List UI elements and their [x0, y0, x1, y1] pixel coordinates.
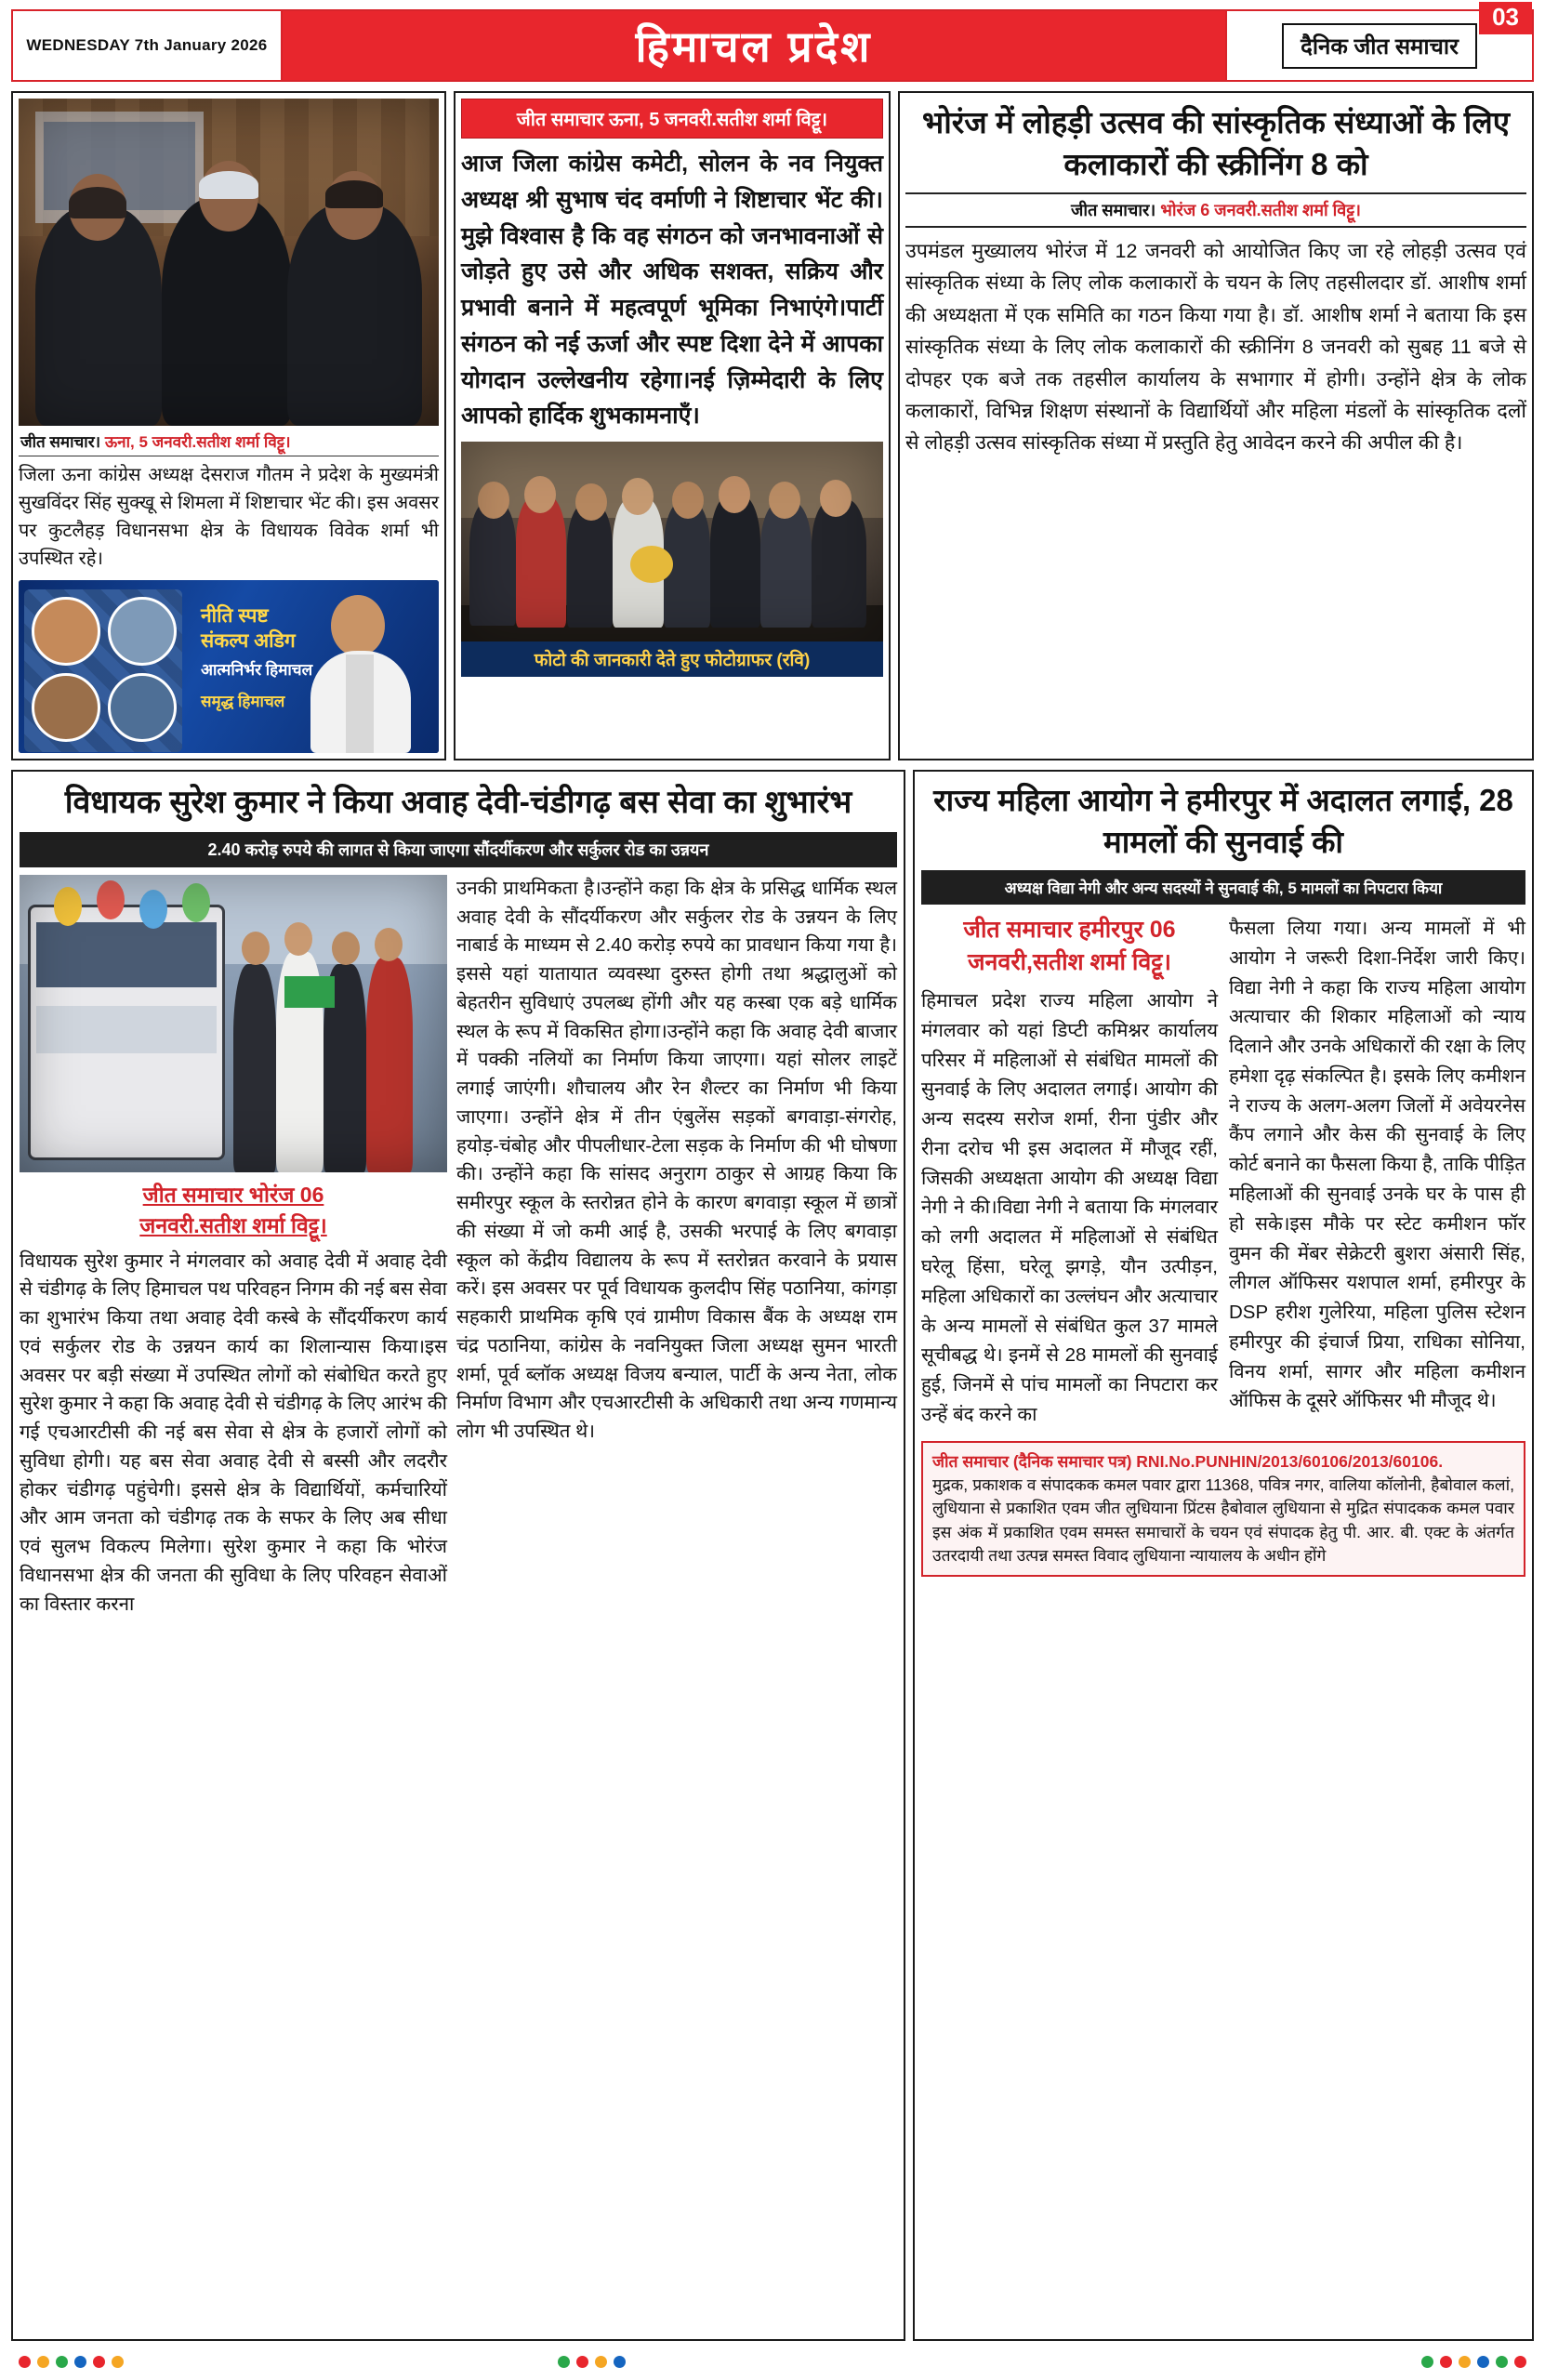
masthead-date: WEDNESDAY 7th January 2026 — [13, 11, 283, 80]
article-column-left — [11, 91, 446, 760]
subheadline-women-commission: अध्यक्ष विद्या नेगी और अन्य सदस्यों ने सुनवाई की, 5 मामलों का निपटारा किया — [921, 870, 1525, 905]
advert-line-3: आत्मनिर्भर हिमाचल — [201, 661, 313, 680]
photo-cm-meeting — [19, 99, 439, 426]
bottom-section — [11, 770, 1534, 2341]
photo-credit-bus — [20, 1172, 447, 1248]
bus-service-left-column — [20, 875, 447, 1619]
photo-caption-left — [19, 426, 439, 456]
headline-women-commission: राज्य महिला आयोग ने हमीरपुर में अदालत लगाई, 28 मामलों की सुनवाई की — [933, 783, 1513, 859]
registration-dots — [0, 2356, 1545, 2376]
article-column-middle — [454, 91, 891, 760]
article-column-right — [898, 91, 1534, 760]
article-bus-service — [11, 770, 905, 2341]
headline-bhoranj: भोरंज में लोहड़ी उत्सव की सांस्कृतिक संध्याओं के लिए कलाकारों की स्क्रीनिंग 8 को — [922, 105, 1510, 181]
registration-dot — [1496, 2356, 1508, 2368]
byline-prefix: जीत समाचार। — [1071, 201, 1156, 220]
article-body-left: जिला ऊना कांग्रेस अध्यक्ष देसराज गौतम ने प्रदेश के मुख्यमंत्री सुखविंदर सिंह सुक्खू से शिमला में शिष्टाचार भेंट की। इस अवसर पर कुटलैहड़ विधानसभा क्षेत्र के विधायक विवेक शर्मा भी उपस्थित रहे। — [19, 465, 439, 570]
article-lead-middle: आज जिला कांग्रेस कमेटी, सोलन के नव नियुक्त अध्यक्ष श्री सुभाष चंद वर्माणी ने शिष्टाचार भेंट की। मुझे विश्वास है कि वह संगठन को जनभावनाओं से जोड़ते हुए उसे और अधिक सशक्त, सक्रिय और प्रभावी बनाने में महत्वपूर्ण भूमिका निभाएंगे।पार्टी संगठन को नई ऊर्जा और स्पष्ट दिशा देने में आपका योगदान उल्लेखनीय रहेगा।नई ज़िम्मेदारी के लिए आपको हार्दिक शुभकामनाएँ। — [461, 151, 883, 430]
registration-dot — [93, 2356, 105, 2368]
photo-credit-line-2: जनवरी.सतीश शर्मा विट्टू। — [139, 1213, 327, 1238]
women-commission-columns — [921, 914, 1525, 1429]
masthead — [11, 3, 1534, 82]
registration-dots-center — [558, 2356, 626, 2368]
advert-line-4: समृद्ध हिमाचल — [201, 693, 285, 711]
bus-service-right-column — [456, 875, 897, 1619]
colophon-imprint — [921, 1441, 1525, 1578]
registration-dot — [614, 2356, 626, 2368]
women-commission-col-1 — [921, 914, 1218, 1429]
registration-dots-left — [19, 2356, 124, 2368]
colophon-body: मुद्रक, प्रकाशक व संपादकक कमल पवार द्वारा 11368, पवित्र नगर, वालिया कॉलोनी, हैबोवाल कलां, लुधियाना से प्रकाशित एवम जीत लुधियाना प्रिंटस हैबोवाल लुधियाना से मुद्रित संपादकक कमल पवार इस अंक में प्रकाशित एवम समस्त समाचारों के चयन एवं संपादक हेतु पी. आर. बी. एक्ट के अंतर्गत उतरदायी तथा उत्पन्न समस्त विवाद लुधियाना न्यायालय के अधीन होंगे — [932, 1474, 1514, 1566]
brand-label: दैनिक जीत समाचार — [1282, 23, 1477, 69]
registration-dot — [74, 2356, 86, 2368]
registration-dot — [19, 2356, 31, 2368]
bus-service-body-2: उनकी प्राथमिकता है।उन्होंने कहा कि क्षेत्र के प्रसिद्ध धार्मिक स्थल अवाह देवी के सौंदर्यीकरण और सर्कुलर रोड के उन्नयन के लिए नाबार्ड के माध्यम से 2.40 करोड़ रुपये का प्रावधान किया गया है। इससे यहां यातायात व्यवस्था दुरुस्त होगी तथा श्रद्धालुओं को बेहतरीन सुविधाएं उपलब्ध होंगी और यह कस्बा एक बड़े धार्मिक स्थल के रूप में विकसित होगा।उन्होंने कहा कि अवाह देवी बाजार में पक्की नलियों का निर्माण किया जाएगा। यहां सोलर लाइटें लगाई जाएंगी। शौचालय और रेन शैल्टर का निर्माण भी किया जाएगा। उन्होंने क्षेत्र में तीन एंबुलेंस सड़कों बगवाड़ा-संगरोह, हयोड़-चंबोह और पीपलीधार-टेला सड़क के निर्माण की भी घोषणा की। उन्होंने कहा कि सांसद अनुराग ठाकुर से आग्रह किया कि समीरपुर स्कूल के स्तरोन्नत होने के कारण बगवाड़ा स्कूल में छात्रों की संख्या में जो कमी आई है, उसकी भरपाई के लिए बगवाड़ा स्कूल को केंद्रीय विद्यालय के रूप में स्तरोन्नत करवाने के प्रयास करें। इस अवसर पर पूर्व विधायक कुलदीप सिंह पठानिया, कांगड़ा सहकारी प्राथमिक कृषि एवं ग्रामीण विकास बैंक के अध्यक्ष राम चंद्र पठानिया, कांग्रेस के नवनियुक्त जिला अध्यक्ष सुमन भारती शर्मा, पूर्व ब्लॉक अध्यक्ष विजय बन्याल, पार्टी के अन्य नेता, लोक निर्माण विभाग और एचआरटीसी के अधिकारी तथा अन्य गणमान्य लोग भी उपस्थित थे। — [456, 877, 897, 1443]
photo-group-felicitation — [461, 442, 883, 641]
photo-bus-flagoff — [20, 875, 447, 1172]
registration-dots-right — [1421, 2356, 1526, 2368]
caption-dateline: ऊना, 5 जनवरी.सतीश शर्मा विट्टू। — [104, 433, 291, 452]
registration-dot — [595, 2356, 607, 2368]
subheadline-bus-service: 2.40 करोड़ रुपये की लागत से किया जाएगा सौंदर्यीकरण और सर्कुलर रोड का उन्नयन — [20, 832, 897, 867]
registration-dot — [1421, 2356, 1433, 2368]
caption-prefix: जीत समाचार। — [20, 433, 101, 452]
women-commission-col-2 — [1229, 914, 1525, 1429]
registration-dot — [1477, 2356, 1489, 2368]
headline-bus-service: विधायक सुरेश कुमार ने किया अवाह देवी-चंडीगढ़ बस सेवा का शुभारंभ — [64, 785, 852, 820]
colophon-header: जीत समाचार (दैनिक समाचार पत्र) RNI.No.PUNHIN/2013/60106/2013/60106. — [932, 1451, 1444, 1471]
dateline-line-2: जनवरी,सतीश शर्मा विट्टू। — [968, 949, 1171, 976]
dateline-line-1: जीत समाचार हमीरपुर 06 — [963, 917, 1176, 944]
registration-dot — [56, 2356, 68, 2368]
photo-credit-line-1: जीत समाचार भोरंज 06 — [142, 1182, 324, 1207]
bus-service-body-1: विधायक सुरेश कुमार ने मंगलवार को अवाह देवी में अवाह देवी से चंडीगढ़ के लिए हिमाचल पथ परिवहन निगम की नई बस सेवा का शुभारंभ किया तथा अवाह देवी कस्बे के सौंदर्यीकरण कार्य एवं सर्कुलर रोड के उन्नयन कार्य का शिलान्यास किया।इस अवसर पर बड़ी संख्या में उपस्थित लोगों को संबोधित करते हुए सुरेश कुमार ने कहा कि अवाह देवी से चंडीगढ़ के लिए आरंभ की गई एचआरटीसी की नई बस सेवा से क्षेत्र के हजारों लोगों को सुविधा होगी। यह बस सेवा अवाह देवी से बस्सी और लदरौर होकर चंडीगढ़ पहुंचेगी। इससे क्षेत्र के विद्यार्थियों, कर्मचारियों और आम जनता को चंडीगढ़ तक के सफर के लिए अब सीधा एवं सुलभ विकल्प मिलेगा। सुरेश कुमार ने कहा कि भोरंज विधानसभा क्षेत्र की जनता की सुविधा के लिए परिवहन सेवाओं का विस्तार करना — [20, 1250, 447, 1615]
advert-line-1: नीति स्पष्ट — [201, 605, 269, 628]
registration-dot — [1440, 2356, 1452, 2368]
dateline-hamirpur — [921, 914, 1218, 979]
bus-service-columns — [20, 875, 897, 1619]
article-women-commission — [913, 770, 1534, 2341]
article-body-bhoranj: उपमंडल मुख्यालय भोरंज में 12 जनवरी को आयोजित किए जा रहे लोहड़ी उत्सव एवं सांस्कृतिक संध्या के लिए लोक कलाकारों के चयन के लिए तहसीलदार डॉ. आशीष शर्मा की अध्यक्षता में एक समिति का गठन किया गया है। डॉ. आशीष शर्मा ने बताया कि इस सांस्कृतिक संध्या के लिए लोक कलाकारों की स्क्रीनिंग 8 जनवरी को सुबह 11 बजे से दोपहर एक बजे तक तहसील कार्यालय के सभागार में होगी। उन्होंने क्षेत्र के लोक कलाकारों, विभिन्न शिक्षण संस्थानों के विद्यार्थियों और महिला मंडलों के सांस्कृतिक दलों से लोहड़ी उत्सव सांस्कृतिक संध्या में प्रस्तुति हेतु आवेदन करने की अपील की है। — [905, 240, 1526, 455]
top-section — [11, 91, 1534, 760]
page-title: हिमाचल प्रदेश — [283, 11, 1225, 80]
women-commission-body-2: फैसला लिया गया। अन्य मामलों में भी आयोग ने जरूरी दिशा-निर्देश जारी किए।विद्या नेगी ने कहा कि राज्य महिला आयोग अत्याचार की शिकार महिलाओं को न्याय दिलाने और उनके अधिकारों की रक्षा के लिए हमेशा दृढ़ संकल्पित है। इसके लिए कमीशन ने राज्य के अलग-अलग जिलों में अवेयरनेस कैंप लगाने और केस की सुनवाई के लिए कोर्ट बनाने का फैसला किया है, ताकि पीड़ित महिलाओं की सुनवाई उनके घर के पास ही हो सके।इस मौके पर स्टेट कमीशन फॉर वुमन की मेंबर सेक्रेटरी बुशरा अंसारी सिंह, लीगल ऑफिसर यशपाल शर्मा, हमीरपुर के DSP हरीश गुलेरिया, महिला पुलिस स्टेशन हमीरपुर की इंचार्ज प्रिया, राधिका सोनिया, विनय शर्मा, सागर और महिला कमीशन ऑफिस के दूसरे ऑफिसर भी मौजूद थे। — [1229, 918, 1525, 1412]
registration-dot — [558, 2356, 570, 2368]
byline-dateline: भोरंज 6 जनवरी.सतीश शर्मा विट्टू। — [1160, 201, 1361, 220]
registration-dot — [576, 2356, 588, 2368]
registration-dot — [1514, 2356, 1526, 2368]
registration-dot — [1459, 2356, 1471, 2368]
registration-dot — [112, 2356, 124, 2368]
advertisement-banner[interactable] — [19, 580, 439, 753]
photo-caption-middle: फोटो की जानकारी देते हुए फोटोग्राफर (रवि) — [461, 641, 883, 677]
registration-dot — [37, 2356, 49, 2368]
dateline-redbar: जीत समाचार ऊना, 5 जनवरी.सतीश शर्मा विट्टू। — [461, 99, 883, 139]
byline-bhoranj — [905, 192, 1526, 228]
page-number-badge: 03 — [1479, 2, 1532, 34]
advert-line-2: संकल्प अडिग — [201, 629, 296, 652]
women-commission-body-1: हिमाचल प्रदेश राज्य महिला आयोग ने मंगलवार को यहां डिप्टी कमिश्नर कार्यालय परिसर में महिलाओं से संबंधित मामलों की सुनवाई के लिए अदालत लगाई। आयोग की अन्य सदस्य सरोज शर्मा, रीना पुंडीर और रीना दरोच भी इस अदालत में मौजूद रहीं, जिसकी अध्यक्षता आयोग की अध्यक्ष विद्या नेगी ने की।विद्या नेगी ने बताया कि मंगलवार को लगी अदालत में महिलाओं से संबंधित घरेलू हिंसा, घरेलू झगड़े, यौन उत्पीड़न, महिला अधिकारों का उल्लंघन और अत्याचार के अन्य मामलों से संबंधित कुल 37 मामले सूचीबद्ध थे। इनमें से 28 मामलों की सुनवाई हुई, जिनमें से पांच मामलों का निपटारा कर उन्हें बंद करने का — [921, 990, 1218, 1425]
